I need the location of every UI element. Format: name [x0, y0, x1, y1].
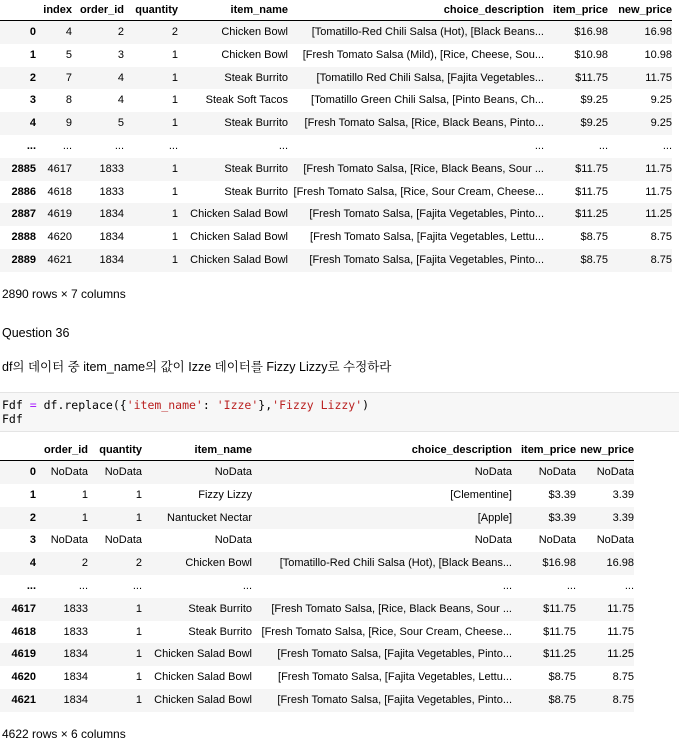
table-cell: Steak Burrito	[224, 185, 288, 198]
column-header: item_price	[544, 0, 608, 21]
table-cell: 1833	[63, 602, 88, 615]
code-token-assign: =	[29, 398, 37, 412]
table-cell: Steak Burrito	[224, 162, 288, 175]
code-cell-input[interactable]	[0, 392, 679, 432]
table-cell: [Tomatillo-Red Chili Salsa (Hot), [Black Beans...	[311, 26, 544, 38]
table-cell: 4621	[47, 253, 72, 266]
table-cell: Fizzy Lizzy	[198, 488, 252, 501]
table-cell: 1	[135, 648, 142, 661]
table-cell: $11.75	[575, 162, 608, 175]
column-header: item_name	[142, 440, 252, 461]
table-cell: $3.39	[548, 511, 576, 524]
table-cell: [Fresh Tomato Salsa, [Fajita Vegetables, Pinto...	[309, 208, 544, 221]
table-cell: 4619	[47, 208, 72, 221]
table-cell: Steak Burrito	[224, 71, 288, 84]
table-cell: Steak Soft Tacos	[205, 94, 288, 107]
table-cell: ...	[114, 139, 124, 152]
table-cell: 4620	[47, 231, 72, 244]
table-cell: 2	[117, 26, 124, 38]
table-cell: 1833	[99, 162, 124, 175]
table-cell: Chicken Salad Bowl	[154, 648, 252, 661]
table-cell: 1	[171, 94, 178, 107]
code-token-key: 'item_name'	[126, 398, 203, 412]
table-cell: NoData	[474, 466, 512, 478]
table-cell: 11.75	[607, 625, 634, 638]
code-token-replacement: 'Fizzy Lizzy'	[272, 398, 363, 412]
table-cell: 2	[81, 557, 88, 570]
row-index-cell: ...	[26, 139, 36, 152]
table-cell: NoData	[474, 534, 512, 547]
column-header: item_price	[512, 440, 576, 461]
table-row	[0, 135, 672, 158]
row-index-cell: 4617	[11, 602, 36, 615]
row-index-cell: 2885	[11, 162, 36, 175]
table-cell: 1	[171, 208, 178, 221]
row-index-cell: 1	[29, 488, 36, 501]
dataframe-output-table-2	[0, 440, 634, 712]
table-row	[0, 158, 672, 181]
table-row	[0, 67, 672, 90]
column-header: choice_description	[252, 440, 512, 461]
column-header: item_name	[178, 0, 288, 21]
table-cell: 8	[65, 94, 72, 107]
table-cell: 1	[81, 488, 88, 501]
table-cell: 9.25	[650, 94, 672, 107]
table-cell: $11.75	[543, 625, 576, 638]
table-cell: 1	[135, 488, 142, 501]
column-header: new_price	[608, 0, 672, 21]
table-cell: $8.75	[580, 231, 608, 244]
table-cell: NoData	[596, 466, 634, 478]
table-cell: [Fresh Tomato Salsa, [Fajita Vegetables, Pinto...	[277, 648, 512, 661]
table-cell: [Fresh Tomato Salsa, [Rice, Black Beans, Sour ...	[303, 162, 544, 175]
table-row	[0, 666, 634, 689]
table-row	[0, 461, 634, 484]
table-cell: $16.98	[542, 557, 576, 570]
row-index-cell: 2	[29, 511, 36, 524]
row-index-cell: 3	[29, 534, 36, 547]
table-cell: $9.25	[580, 94, 608, 107]
table-cell: $9.25	[580, 117, 608, 130]
column-header: order_id	[36, 440, 88, 461]
table-cell: 1	[171, 117, 178, 130]
table-body	[0, 461, 634, 712]
table-cell: ...	[598, 139, 608, 152]
table-cell: 16.98	[644, 26, 672, 38]
code-line-2: Fdf	[2, 412, 23, 426]
table-cell: Chicken Bowl	[185, 557, 252, 570]
table-cell: ...	[62, 139, 72, 152]
table-row	[0, 44, 672, 67]
table-cell: 8.75	[612, 671, 634, 684]
table-cell: $11.75	[575, 185, 608, 198]
table-cell: [Tomatillo-Red Chili Salsa (Hot), [Black Beans...	[279, 557, 512, 570]
table-cell: $8.75	[580, 253, 608, 266]
table-cell: Steak Burrito	[188, 602, 252, 615]
table-cell: 4617	[47, 162, 72, 175]
row-index-cell: 0	[29, 466, 36, 478]
table-cell: $11.25	[543, 648, 576, 661]
table-row	[0, 552, 634, 575]
column-header: new_price	[576, 440, 634, 461]
row-index-cell: 4620	[11, 671, 36, 684]
table-cell: $8.75	[548, 671, 576, 684]
table-cell: NoData	[214, 534, 252, 547]
table-cell: $8.75	[548, 693, 576, 706]
table-cell: 1	[81, 511, 88, 524]
table-row	[0, 575, 634, 598]
dataframe-shape-note: 4622 rows × 6 columns	[2, 727, 126, 741]
row-index-cell: 3	[29, 94, 36, 107]
table-row	[0, 598, 634, 621]
dataframe-shape-note: 2890 rows × 7 columns	[2, 287, 126, 301]
table-cell: [Fresh Tomato Salsa, [Fajita Vegetables, Pinto...	[277, 693, 512, 706]
column-header: quantity	[88, 440, 142, 461]
table-cell: [Fresh Tomato Salsa (Mild), [Rice, Cheese, Sou...	[302, 48, 544, 61]
table-cell: 16.98	[606, 557, 634, 570]
table-cell: 7	[65, 71, 72, 84]
table-cell: 1834	[63, 671, 88, 684]
table-cell: 1	[135, 671, 142, 684]
table-cell: ...	[566, 579, 576, 592]
table-cell: Nantucket Nectar	[167, 511, 252, 524]
table-row	[0, 689, 634, 712]
table-row	[0, 484, 634, 507]
code-token-close: )	[362, 398, 370, 412]
table-cell: 1	[135, 625, 142, 638]
table-row	[0, 507, 634, 530]
table-cell: 9.25	[650, 117, 672, 130]
table-cell: 1834	[99, 253, 124, 266]
table-cell: 8.75	[650, 253, 672, 266]
row-index-cell: 2	[29, 71, 36, 84]
table-row	[0, 112, 672, 135]
table-cell: 1834	[99, 231, 124, 244]
table-cell: 11.25	[607, 648, 634, 661]
table-cell: 11.75	[607, 602, 634, 615]
column-header: index	[36, 0, 72, 21]
question-description: df의 데이터 중 item_name의 값이 Izze 데이터를 Fizzy Lizzy로 수정하라	[2, 360, 392, 374]
row-index-cell: 2888	[11, 231, 36, 244]
row-index-cell: 0	[29, 26, 36, 38]
table-cell: 9	[65, 117, 72, 130]
table-cell: 5	[65, 48, 72, 61]
table-cell: 1834	[63, 693, 88, 706]
table-cell: 5	[117, 117, 124, 130]
table-cell: 1	[171, 48, 178, 61]
table-cell: NoData	[50, 534, 88, 547]
code-token-mid: },	[258, 398, 273, 412]
table-cell: [Apple]	[477, 511, 512, 524]
table-body	[0, 21, 672, 272]
table-cell: 1	[135, 693, 142, 706]
column-header: choice_description	[288, 0, 544, 21]
table-cell: NoData	[104, 534, 142, 547]
code-token-call: df.replace({	[43, 398, 127, 412]
table-cell: ...	[168, 139, 178, 152]
table-cell: 1	[171, 185, 178, 198]
table-cell: [Fresh Tomato Salsa, [Rice, Black Beans, Sour ...	[271, 602, 512, 615]
table-cell: 2	[171, 26, 178, 38]
table-cell: [Tomatillo Green Chili Salsa, [Pinto Beans, Ch...	[311, 94, 544, 107]
row-index-cell: 4	[29, 117, 36, 130]
table-cell: NoData	[104, 466, 142, 478]
column-header: order_id	[72, 0, 124, 21]
table-row	[0, 203, 672, 226]
table-row	[0, 181, 672, 204]
table-row	[0, 529, 634, 552]
table-cell: [Fresh Tomato Salsa, [Fajita Vegetables, Pinto...	[309, 253, 544, 266]
table-cell: 1833	[63, 625, 88, 638]
table-header	[0, 440, 634, 461]
table-cell: $11.75	[575, 71, 608, 84]
table-row	[0, 226, 672, 249]
row-index-cell: 1	[29, 48, 36, 61]
table-cell: ...	[662, 139, 672, 152]
column-header	[0, 440, 36, 461]
table-cell: Chicken Bowl	[221, 26, 288, 38]
table-cell: [Fresh Tomato Salsa, [Fajita Vegetables, Lettu...	[278, 671, 512, 684]
table-cell: [Fresh Tomato Salsa, [Fajita Vegetables, Lettu...	[310, 231, 544, 244]
table-cell: $16.98	[574, 26, 608, 38]
row-index-cell: 2886	[11, 185, 36, 198]
table-cell: $3.39	[548, 488, 576, 501]
table-cell: [Clementine]	[450, 488, 512, 501]
table-cell: 1834	[99, 208, 124, 221]
table-cell: [Fresh Tomato Salsa, [Rice, Sour Cream, Cheese...	[261, 625, 512, 638]
table-cell: ...	[278, 139, 288, 152]
table-row	[0, 21, 672, 44]
question-heading: Question 36	[2, 326, 70, 340]
table-cell: Chicken Salad Bowl	[154, 671, 252, 684]
table-cell: Steak Burrito	[224, 117, 288, 130]
table-cell: 3	[117, 48, 124, 61]
row-index-cell: 4618	[11, 625, 36, 638]
table-row	[0, 249, 672, 272]
table-cell: ...	[624, 579, 634, 592]
table-cell: 8.75	[650, 231, 672, 244]
row-index-cell: 4	[29, 557, 36, 570]
table-cell: $11.25	[575, 208, 608, 221]
table-cell: 3.39	[612, 511, 634, 524]
table-cell: Chicken Salad Bowl	[190, 253, 288, 266]
table-cell: 1	[135, 602, 142, 615]
row-index-cell: 2889	[11, 253, 36, 266]
table-row	[0, 621, 634, 644]
table-cell: 11.75	[645, 71, 672, 84]
table-cell: 3.39	[612, 488, 634, 501]
table-cell: 11.75	[645, 162, 672, 175]
code-token-var: Fdf	[2, 398, 23, 412]
table-cell: 1833	[99, 185, 124, 198]
table-cell: ...	[242, 579, 252, 592]
table-cell: $10.98	[574, 48, 608, 61]
table-cell: ...	[534, 139, 544, 152]
table-cell: Chicken Bowl	[221, 48, 288, 61]
table-cell: 1	[171, 162, 178, 175]
table-cell: Chicken Salad Bowl	[154, 693, 252, 706]
row-index-cell: ...	[26, 579, 36, 592]
table-cell: 1834	[63, 648, 88, 661]
code-token-value: 'Izze'	[216, 398, 259, 412]
code-line-1	[0, 398, 679, 412]
table-cell: NoData	[214, 466, 252, 478]
code-token-colon: :	[202, 398, 210, 412]
table-cell: 10.98	[644, 48, 672, 61]
table-cell: 1	[171, 71, 178, 84]
table-cell: NoData	[538, 466, 576, 478]
table-cell: 8.75	[612, 693, 634, 706]
column-header	[0, 0, 36, 21]
table-header	[0, 0, 672, 21]
column-header: quantity	[124, 0, 178, 21]
table-cell: Chicken Salad Bowl	[190, 208, 288, 221]
table-cell: 1	[171, 253, 178, 266]
table-cell: 4618	[47, 185, 72, 198]
row-index-cell: 4619	[11, 648, 36, 661]
table-cell: ...	[132, 579, 142, 592]
table-cell: [Tomatillo Red Chili Salsa, [Fajita Vegetables...	[316, 71, 544, 84]
table-cell: 1	[135, 511, 142, 524]
table-cell: 4	[117, 94, 124, 107]
dataframe-output-table-1	[0, 0, 672, 272]
table-cell: [Fresh Tomato Salsa, [Rice, Sour Cream, Cheese...	[293, 185, 544, 198]
table-cell: NoData	[538, 534, 576, 547]
table-cell: 11.75	[645, 185, 672, 198]
table-cell: $11.75	[543, 602, 576, 615]
table-cell: ...	[502, 579, 512, 592]
row-index-cell: 4621	[11, 693, 36, 706]
table-cell: NoData	[596, 534, 634, 547]
table-cell: [Fresh Tomato Salsa, [Rice, Black Beans, Pinto...	[304, 117, 544, 130]
table-cell: 1	[171, 231, 178, 244]
table-cell: 2	[135, 557, 142, 570]
table-row	[0, 643, 634, 666]
table-cell: 4	[117, 71, 124, 84]
table-cell: ...	[78, 579, 88, 592]
table-cell: 11.25	[645, 208, 672, 221]
table-cell: 4	[65, 26, 72, 38]
row-index-cell: 2887	[11, 208, 36, 221]
table-row	[0, 89, 672, 112]
table-cell: Chicken Salad Bowl	[190, 231, 288, 244]
table-cell: NoData	[50, 466, 88, 478]
table-cell: Steak Burrito	[188, 625, 252, 638]
